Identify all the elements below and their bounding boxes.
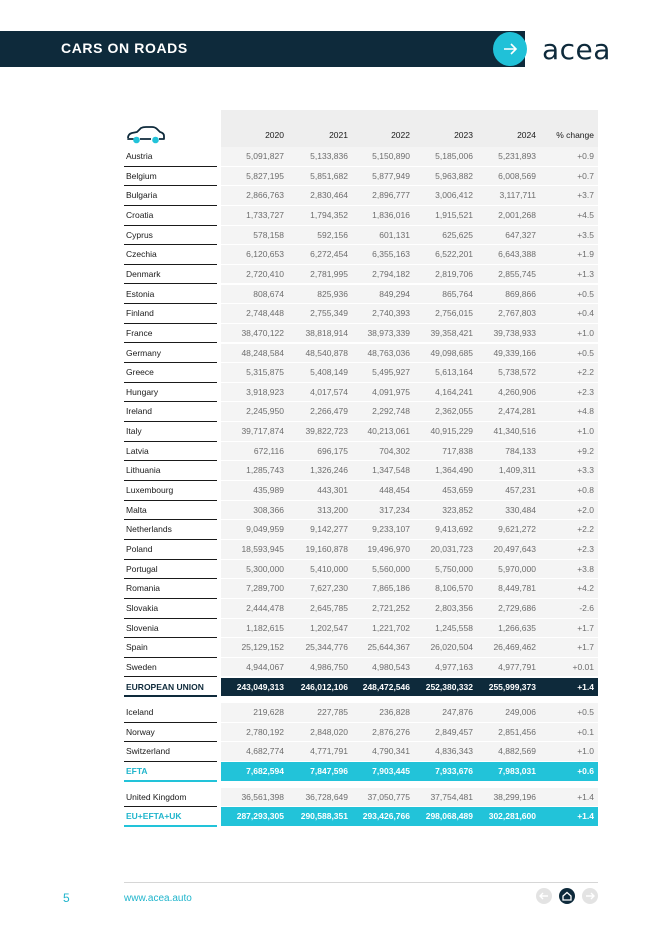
cell-2023: 4,836,343 — [435, 746, 473, 757]
cell-2021: 4,771,791 — [310, 746, 348, 757]
cell-change: +2.3 — [577, 386, 594, 397]
cell-2020: 6,120,653 — [246, 249, 284, 260]
cell-2022: 1,836,016 — [372, 209, 410, 220]
cell-2020: 25,129,152 — [241, 642, 284, 653]
country-name: Hungary — [126, 386, 159, 397]
cell-change: +1.4 — [577, 791, 594, 802]
cell-2021: 2,755,349 — [310, 308, 348, 319]
cell-2020: 2,748,448 — [246, 308, 284, 319]
page-title: CARS ON ROADS — [61, 40, 188, 56]
cell-change: +1.0 — [577, 327, 594, 338]
cell-2021: 4,017,574 — [310, 386, 348, 397]
cell-2020: 308,366 — [253, 504, 284, 515]
cell-2020: 2,245,950 — [246, 406, 284, 417]
page-number: 5 — [63, 891, 70, 905]
cell-change: +3.5 — [577, 229, 594, 240]
cell-change: +1.7 — [577, 642, 594, 653]
arrow-right-icon[interactable] — [493, 32, 527, 66]
cell-2022: 4,091,975 — [372, 386, 410, 397]
country-name: Lithuania — [126, 465, 161, 476]
cell-2023: 5,750,000 — [435, 563, 473, 574]
cell-2024: 8,449,781 — [498, 583, 536, 594]
cell-2024: 5,970,000 — [498, 563, 536, 574]
previous-page-icon[interactable] — [536, 888, 552, 904]
cell-2024: 3,117,711 — [499, 190, 536, 201]
cell-2021: 2,266,479 — [310, 406, 348, 417]
table-row — [124, 442, 598, 462]
country-name: Austria — [126, 151, 153, 161]
column-header-2023: 2023 — [454, 130, 473, 140]
cell-2023: 4,977,163 — [435, 661, 473, 672]
cell-2021: 2,830,464 — [310, 190, 348, 201]
cell-2022: 7,865,186 — [372, 583, 410, 594]
cell-2024: 2,855,745 — [498, 268, 536, 279]
cell-2022: 1,347,548 — [372, 465, 410, 476]
country-name: Spain — [126, 642, 148, 653]
cell-2020: 578,158 — [253, 229, 284, 240]
column-header-2021: 2021 — [329, 130, 348, 140]
table-row — [124, 245, 598, 265]
cell-2024: 647,327 — [505, 229, 536, 240]
country-name: Romania — [126, 583, 161, 594]
column-header-2024: 2024 — [517, 130, 536, 140]
cell-2021: 5,408,149 — [310, 367, 348, 378]
cell-2020: 1,285,743 — [246, 465, 284, 476]
cell-2021: 2,781,995 — [310, 268, 348, 279]
cell-change: -2.6 — [579, 602, 594, 613]
cell-2023: 625,625 — [442, 229, 473, 240]
cell-2020: 1,733,727 — [246, 209, 284, 220]
cell-2022: 2,292,748 — [372, 406, 410, 417]
cell-2022: 25,644,367 — [367, 642, 410, 653]
country-name: United Kingdom — [126, 791, 187, 802]
home-icon[interactable] — [559, 888, 575, 904]
country-name: Latvia — [126, 445, 149, 456]
table-row — [124, 520, 598, 540]
page-header — [0, 31, 662, 67]
table-row — [124, 167, 598, 187]
table-row — [124, 285, 598, 305]
cell-2021: 25,344,776 — [305, 642, 348, 653]
country-name: Ireland — [126, 406, 152, 417]
cell-2023: 3,006,412 — [435, 190, 473, 201]
column-header-change: % change — [556, 130, 594, 140]
cell-change: +0.1 — [577, 726, 594, 737]
cell-change: +0.5 — [577, 288, 594, 299]
cell-2021: 696,175 — [317, 445, 348, 456]
table-row — [124, 619, 598, 639]
cell-2023: 1,364,490 — [435, 465, 473, 476]
cell-2024: 457,231 — [505, 485, 536, 496]
country-name: France — [126, 327, 153, 338]
cell-2020: 7,682,594 — [246, 766, 284, 776]
cell-2024: 4,882,569 — [498, 746, 536, 757]
row-underline — [124, 695, 217, 697]
eu-total-row — [124, 678, 598, 698]
country-name: Poland — [126, 544, 153, 554]
country-name: Sweden — [126, 661, 157, 672]
cell-2024: 4,977,791 — [498, 661, 536, 672]
cell-2024: 1,266,635 — [498, 622, 536, 633]
cell-2022: 40,213,061 — [367, 426, 410, 437]
cell-2021: 592,156 — [317, 229, 348, 240]
cell-2020: 5,827,195 — [246, 170, 284, 181]
table-row — [124, 147, 598, 167]
cell-2020: 9,049,959 — [246, 524, 284, 535]
cell-2021: 1,794,352 — [310, 209, 348, 220]
cell-2024: 9,621,272 — [498, 524, 536, 535]
cell-change: +1.0 — [577, 746, 594, 757]
cell-2020: 39,717,874 — [241, 426, 284, 437]
cell-2020: 5,091,827 — [246, 151, 284, 161]
cell-2024: 6,008,569 — [498, 170, 536, 181]
cell-2020: 672,116 — [253, 445, 284, 456]
cell-2022: 38,973,339 — [367, 327, 410, 338]
cell-2024: 255,999,373 — [488, 681, 536, 692]
cell-2024: 249,006 — [505, 707, 536, 718]
table-row — [124, 703, 598, 723]
cell-change: +1.4 — [577, 811, 594, 822]
cell-2021: 4,986,750 — [310, 661, 348, 672]
cell-2023: 323,852 — [442, 504, 473, 515]
cell-2023: 49,098,685 — [430, 347, 473, 358]
cell-change: +4.5 — [577, 209, 594, 220]
table-row — [124, 402, 598, 422]
cell-2021: 290,588,351 — [300, 811, 348, 822]
table-row — [124, 304, 598, 324]
cell-2023: 717,838 — [442, 445, 473, 456]
country-name: Greece — [126, 367, 154, 378]
cell-2021: 2,645,785 — [310, 602, 348, 613]
country-name: EUROPEAN UNION — [126, 681, 204, 692]
cell-2023: 9,413,692 — [435, 524, 473, 535]
table-row — [124, 599, 598, 619]
cell-2021: 36,728,649 — [305, 791, 348, 802]
cell-2023: 2,362,055 — [435, 406, 473, 417]
cell-2020: 4,682,774 — [246, 746, 284, 757]
cell-change: +0.5 — [577, 707, 594, 718]
cell-change: +2.0 — [577, 504, 594, 515]
cell-2023: 26,020,504 — [430, 642, 473, 653]
row-underline — [124, 780, 217, 782]
cell-2024: 1,409,311 — [498, 465, 536, 476]
cell-2021: 1,202,547 — [310, 622, 348, 633]
cell-2021: 5,133,836 — [310, 151, 348, 161]
cell-2022: 4,980,543 — [372, 661, 410, 672]
cell-2023: 6,522,201 — [435, 249, 473, 260]
country-name: Portugal — [126, 563, 158, 574]
cell-2023: 2,849,457 — [435, 726, 473, 737]
country-name: Bulgaria — [126, 190, 158, 201]
column-header-2022: 2022 — [391, 130, 410, 140]
table-row — [124, 638, 598, 658]
cell-2021: 443,301 — [317, 485, 348, 496]
cell-2023: 298,068,489 — [425, 811, 473, 822]
cell-2022: 4,790,341 — [372, 746, 410, 757]
cell-2020: 2,444,478 — [246, 602, 284, 613]
cell-2024: 6,643,388 — [498, 249, 536, 260]
country-name: Germany — [126, 347, 161, 358]
table-row — [124, 579, 598, 599]
cell-change: +9.2 — [577, 445, 594, 456]
cell-2023: 2,803,356 — [435, 602, 473, 613]
table-row — [124, 186, 598, 206]
country-name: Netherlands — [126, 524, 172, 535]
cell-2021: 2,848,020 — [310, 726, 348, 737]
table-row — [124, 461, 598, 481]
cell-2024: 38,299,196 — [493, 791, 536, 802]
cell-2022: 2,896,777 — [372, 190, 410, 201]
cell-change: +0.6 — [577, 766, 594, 776]
cell-2022: 2,740,393 — [372, 308, 410, 319]
cell-2020: 243,049,313 — [236, 681, 284, 692]
cell-2022: 5,560,000 — [372, 563, 410, 574]
cell-2021: 38,818,914 — [305, 327, 348, 338]
cell-change: +0.9 — [577, 151, 594, 161]
cell-2023: 453,659 — [442, 485, 473, 496]
cell-2021: 9,142,277 — [310, 524, 348, 535]
cell-2020: 7,289,700 — [246, 583, 284, 594]
cell-change: +0.5 — [577, 347, 594, 358]
cell-2022: 9,233,107 — [372, 524, 410, 535]
cell-2023: 252,380,332 — [425, 681, 473, 692]
cell-2020: 219,628 — [253, 707, 284, 718]
cell-change: +0.7 — [577, 170, 594, 181]
country-name: Slovakia — [126, 602, 159, 613]
country-name: Finland — [126, 308, 154, 319]
cell-2023: 20,031,723 — [430, 544, 473, 554]
euefta-total-row — [124, 807, 598, 827]
row-underline — [124, 825, 217, 827]
cell-2022: 293,426,766 — [362, 811, 410, 822]
cell-2021: 7,627,230 — [310, 583, 348, 594]
cell-2022: 2,794,182 — [372, 268, 410, 279]
footer-divider — [124, 882, 598, 883]
cell-2020: 48,248,584 — [241, 347, 284, 358]
cell-2020: 808,674 — [253, 288, 284, 299]
country-name: Norway — [126, 726, 155, 737]
table-row — [124, 226, 598, 246]
cell-2023: 5,185,006 — [435, 151, 473, 161]
cell-2021: 246,012,106 — [300, 681, 348, 692]
country-name: Denmark — [126, 268, 161, 279]
cell-2021: 48,540,878 — [305, 347, 348, 358]
cell-change: +1.0 — [577, 426, 594, 437]
table-row — [124, 742, 598, 762]
country-name: Croatia — [126, 209, 154, 220]
country-name: Iceland — [126, 707, 154, 718]
cell-2024: 784,133 — [505, 445, 536, 456]
table-row — [124, 324, 598, 344]
cell-change: +3.8 — [577, 563, 594, 574]
cell-change: +0.8 — [577, 485, 594, 496]
cell-2022: 48,763,036 — [367, 347, 410, 358]
cell-change: +1.4 — [577, 681, 594, 692]
cell-2022: 6,355,163 — [372, 249, 410, 260]
cell-2023: 37,754,481 — [430, 791, 473, 802]
cell-2022: 5,495,927 — [372, 367, 410, 378]
cell-2022: 248,472,546 — [362, 681, 410, 692]
table-row — [124, 501, 598, 521]
cell-change: +2.2 — [577, 524, 594, 535]
acea-logo[interactable]: acea — [542, 33, 611, 66]
cell-2023: 39,358,421 — [430, 327, 473, 338]
country-name: Cyprus — [126, 229, 153, 240]
cell-2021: 39,822,723 — [305, 426, 348, 437]
cell-2023: 8,106,570 — [435, 583, 473, 594]
cell-2020: 2,720,410 — [246, 268, 284, 279]
cell-2020: 2,866,763 — [246, 190, 284, 201]
cell-change: +4.2 — [577, 583, 594, 594]
cell-2021: 7,847,596 — [310, 766, 348, 776]
cell-2024: 2,474,281 — [498, 406, 536, 417]
cell-2022: 236,828 — [379, 707, 410, 718]
cell-change: +3.3 — [577, 465, 594, 476]
cell-2022: 37,050,775 — [367, 791, 410, 802]
cell-change: +3.7 — [577, 190, 594, 201]
cell-change: +4.8 — [577, 406, 594, 417]
table-row — [124, 344, 598, 364]
cell-2023: 865,764 — [442, 288, 473, 299]
cell-change: +0.01 — [572, 661, 594, 672]
cell-2020: 5,315,875 — [246, 367, 284, 378]
cell-2024: 2,851,456 — [498, 726, 536, 737]
country-name: Switzerland — [126, 746, 170, 757]
cell-2024: 330,484 — [505, 504, 536, 515]
cell-2022: 2,876,276 — [372, 726, 410, 737]
table-row — [124, 723, 598, 743]
cell-2023: 5,613,164 — [435, 367, 473, 378]
cell-change: +2.3 — [577, 544, 594, 554]
cell-2024: 2,729,686 — [498, 602, 536, 613]
cell-2024: 2,767,803 — [498, 308, 536, 319]
cell-2022: 448,454 — [379, 485, 410, 496]
cell-2021: 825,936 — [317, 288, 348, 299]
cell-2023: 247,876 — [442, 707, 473, 718]
country-name: Malta — [126, 504, 147, 515]
cell-2023: 40,915,229 — [430, 426, 473, 437]
cell-change: +0.4 — [577, 308, 594, 319]
country-name: Italy — [126, 426, 142, 437]
cell-2022: 1,221,702 — [372, 622, 410, 633]
table-row — [124, 560, 598, 580]
cell-2020: 38,470,122 — [241, 327, 284, 338]
cell-2024: 5,738,572 — [498, 367, 536, 378]
cell-2021: 6,272,454 — [310, 249, 348, 260]
table-row — [124, 265, 598, 285]
next-page-icon[interactable] — [582, 888, 598, 904]
cell-2023: 2,756,015 — [435, 308, 473, 319]
cell-2022: 5,150,890 — [372, 151, 410, 161]
column-headers — [124, 127, 598, 146]
table-row — [124, 422, 598, 442]
cell-2024: 26,469,462 — [493, 642, 536, 653]
cell-2020: 18,593,945 — [241, 544, 284, 554]
cell-2022: 317,234 — [379, 504, 410, 515]
cell-2020: 4,944,067 — [246, 661, 284, 672]
table-row — [124, 658, 598, 678]
cell-2021: 1,326,246 — [310, 465, 348, 476]
cell-2021: 19,160,878 — [305, 544, 348, 554]
cell-2023: 5,963,882 — [435, 170, 473, 181]
country-name: Czechia — [126, 249, 157, 260]
cell-2024: 49,339,166 — [493, 347, 536, 358]
cell-2022: 7,903,445 — [372, 766, 410, 776]
table-row — [124, 383, 598, 403]
cell-2022: 704,302 — [379, 445, 410, 456]
table-row — [124, 206, 598, 226]
cell-2022: 2,721,252 — [372, 602, 410, 613]
cell-2024: 20,497,643 — [493, 544, 536, 554]
website-link[interactable]: www.acea.auto — [124, 893, 192, 904]
cell-2024: 4,260,906 — [498, 386, 536, 397]
cell-2024: 41,340,516 — [493, 426, 536, 437]
cell-2023: 2,819,706 — [435, 268, 473, 279]
cell-2024: 5,231,893 — [498, 151, 536, 161]
cell-change: +1.9 — [577, 249, 594, 260]
cell-2021: 313,200 — [317, 504, 348, 515]
cell-2020: 287,293,305 — [236, 811, 284, 822]
country-name: Belgium — [126, 170, 157, 181]
cell-2024: 869,866 — [505, 288, 536, 299]
cell-2022: 19,496,970 — [367, 544, 410, 554]
cell-2024: 2,001,268 — [498, 209, 536, 220]
cell-2020: 1,182,615 — [246, 622, 284, 633]
cell-change: +2.2 — [577, 367, 594, 378]
country-name: EFTA — [126, 766, 148, 776]
cell-change: +1.3 — [577, 268, 594, 279]
cell-2022: 849,294 — [379, 288, 410, 299]
cell-2023: 1,915,521 — [435, 209, 473, 220]
cell-2020: 2,780,192 — [246, 726, 284, 737]
country-name: Luxembourg — [126, 485, 174, 496]
cell-2021: 5,851,682 — [310, 170, 348, 181]
cell-2023: 4,164,241 — [435, 386, 473, 397]
cell-2021: 5,410,000 — [310, 563, 348, 574]
country-name: Slovenia — [126, 622, 159, 633]
table-row — [124, 540, 598, 560]
efta-total-row — [124, 762, 598, 782]
cell-2020: 36,561,398 — [241, 791, 284, 802]
country-name: EU+EFTA+UK — [126, 811, 182, 822]
table-row — [124, 363, 598, 383]
cell-2024: 39,738,933 — [493, 327, 536, 338]
cell-2020: 3,918,923 — [246, 386, 284, 397]
cell-2022: 601,131 — [379, 229, 410, 240]
column-header-2020: 2020 — [265, 130, 284, 140]
cell-2024: 7,983,031 — [498, 766, 536, 776]
cell-2024: 302,281,600 — [488, 811, 536, 822]
cell-2021: 227,785 — [317, 707, 348, 718]
cell-2022: 5,877,949 — [372, 170, 410, 181]
cell-2020: 435,989 — [253, 485, 284, 496]
table-row — [124, 481, 598, 501]
country-name: Estonia — [126, 288, 155, 299]
cell-change: +1.7 — [577, 622, 594, 633]
cell-2020: 5,300,000 — [246, 563, 284, 574]
cell-2023: 7,933,676 — [435, 766, 473, 776]
cell-2023: 1,245,558 — [435, 622, 473, 633]
table-row — [124, 788, 598, 808]
